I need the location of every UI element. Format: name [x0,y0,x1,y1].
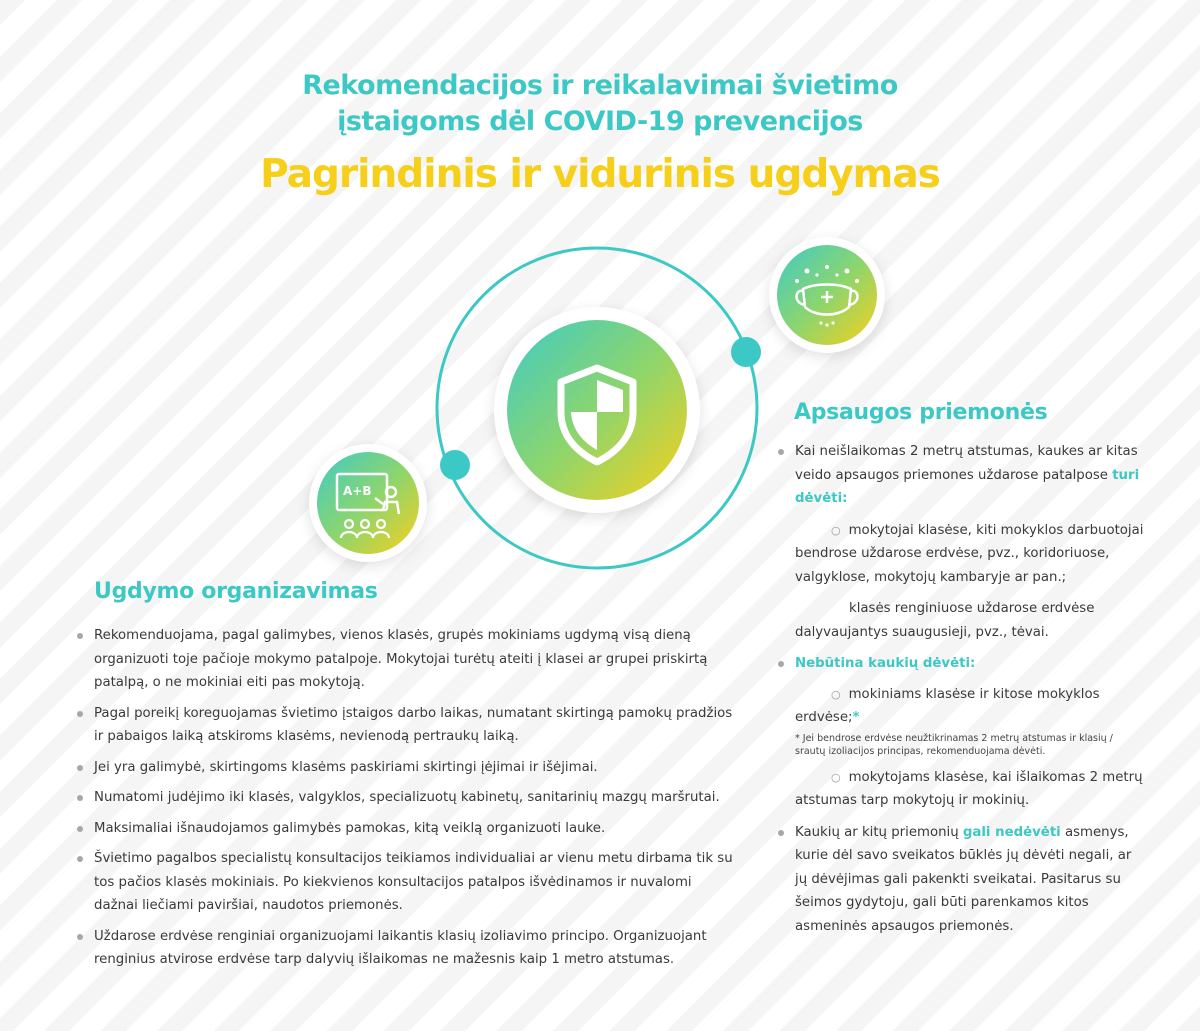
list-item: Jei yra galimybė, skirtingoms klasėms paskiriami skirtingi įėjimai ir išėjimai. [74,756,734,780]
list-item: Uždarose erdvėse renginiai organizuojami laikantis klasių izoliavimo principo. Organizuojant renginius atvirose erdvėse tarp dalyvių išlaikomas ne mažesnis kaip 1 metro atstumas. [74,925,734,972]
item3-highlight: gali nedėvėti [962,824,1061,840]
list-item: Rekomenduojama, pagal galimybes, vienos klasės, grupės mokiniams ugdymą visą dieną organizuoti toje pačioje mokymo patalpoje. Mokytojai turėtų ateiti į klasei ar grupei priskirtą patalpą, o ne mokiniai eiti pas mokytoją. [74,624,734,695]
list-item [775,652,1145,676]
left-section-title: Ugdymo organizavimas [94,579,378,604]
orbit-dot-right [731,337,761,367]
mask-icon-circle [769,237,885,353]
footnote: * Jei bendrose erdvėse neužtikrinamas 2 metrų atstumas ir klasių / srautų izoliacijos principas, rekomenduojama dėvėti. [795,732,1113,757]
sub-item-text: mokiniams klasėse ir kitose mokyklos erdvėse; [795,686,1100,725]
page-title-line-1: Rekomendacijos ir reikalavimai švietimo [302,70,898,101]
sub-item-1 [795,519,1145,590]
circle-bullet-icon: ○ [831,687,841,701]
sub-item-2 [795,597,1145,644]
list-item: Maksimaliai išnaudojamos galimybės pamokas, kitą veiklą organizuoti lauke. [74,817,734,841]
item1-text: Kai neišlaikomas 2 metrų atstumas, kaukes ar kitas veido apsaugos priemones uždarose patalpose [795,444,1138,483]
left-section-list [74,624,734,979]
classroom-icon-circle [309,444,427,562]
face-mask-icon [777,245,877,345]
right-section-list [775,440,1145,945]
item1-highlight: turi dėvėti: [795,467,1140,506]
sub-item-4 [795,766,1145,813]
list-item: Numatomi judėjimo iki klasės, valgyklos, specializuotų kabinetų, sanitarinių mazgų maršrutai. [74,786,734,810]
list-item: Švietimo pagalbos specialistų konsultacijos teikiamos individualiai ar vienu metu dirbama tik su tos pačios klasės mokiniais. Po kiekvienos konsultacijos patalpos išvėdinamos ir nuvalomi dažnai liečiami paviršiai, naudotos priemonės. [74,847,734,918]
circle-bullet-icon: ○ [831,523,841,537]
list-item: Pagal poreikį koreguojamas švietimo įstaigos darbo laikas, numatant skirtingą pamokų pradžios ir pabaigos laiką atskiroms klasėms, nevienodą pertraukų laiką. [74,702,734,749]
item3-post: asmenys, kurie dėl savo sveikatos būklės jų dėvėti negali, ar jų dėvėjimas gali pakenkti sveikatai. Pasitarus su šeimos gydytoju, gali būti parenkamos kitos asmeninės apsaugos priemonės. [795,824,1132,934]
center-icon-circle [494,307,700,513]
board-text: A+B [343,484,372,498]
sub-item-text: klasės renginiuose uždarose erdvėse dalyvaujantys suaugusieji, pvz., tėvai. [795,601,1095,640]
item2-highlight: Nebūtina kaukių dėvėti: [795,656,976,671]
circle-bullet-icon: ○ [831,770,841,784]
sub-item-3 [795,683,1145,730]
list-item [775,821,1145,939]
classroom-teacher-icon [317,452,419,554]
page-title-line-2: įstaigoms dėl COVID-19 prevencijos [337,106,863,137]
sub-item-text: mokytojams klasėse, kai išlaikomas 2 metrų atstumas tarp mokytojų ir mokinių. [795,769,1143,808]
sub-item-text: mokytojai klasėse, kiti mokyklos darbuotojai bendrose uždarose erdvėse, pvz., koridoriuose, valgyklose, mokytojų kambaryje ar pan.; [795,522,1144,585]
item3-pre: Kaukių ar kitų priemonių [795,824,963,840]
list-item [775,440,1145,511]
footnote-star: * [852,710,860,725]
shield-icon [507,320,687,500]
page-subtitle: Pagrindinis ir vidurinis ugdymas [260,152,940,197]
right-section-title: Apsaugos priemonės [794,400,1048,425]
orbit-dot-left [440,450,470,480]
